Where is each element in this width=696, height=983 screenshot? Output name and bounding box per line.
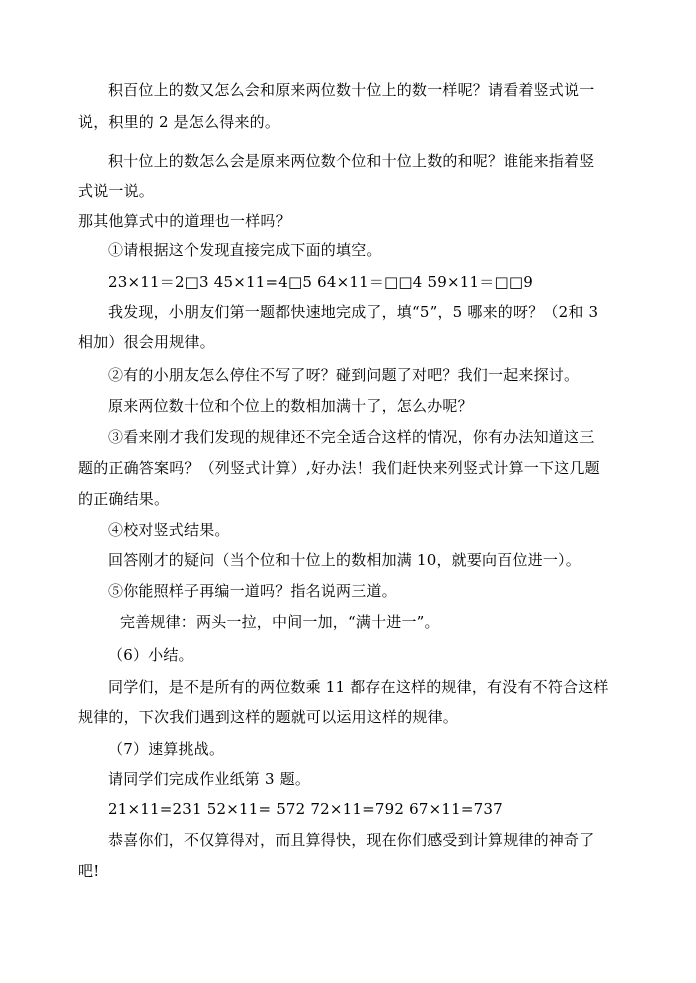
paragraph-line: 同学们，是不是所有的两位数乘 11 都存在这样的规律，有没有不符合这样	[108, 678, 609, 696]
paragraph-line: 请同学们完成作业纸第 3 题。	[108, 770, 311, 788]
paragraph-line: 相加）很会用规律。	[78, 333, 215, 351]
paragraph-line: 恭喜你们，不仅算得对，而且算得快，现在你们感受到计算规律的神奇了	[108, 831, 595, 849]
paragraph-line: 的正确结果。	[78, 490, 170, 508]
paragraph-line: 积百位上的数又怎么会和原来两位数十位上的数一样呢？请看着竖式说一	[108, 81, 595, 99]
paragraph-line: 完善规律：两头一拉，中间一加，“满十进一”。	[120, 613, 440, 631]
paragraph-line: 式说一说。	[78, 182, 155, 200]
equation-line: 23×11＝2□3 45×11=4□5 64×11＝□□4 59×11＝□□9	[108, 273, 533, 291]
paragraph-line: ③看来刚才我们发现的规律还不完全适合这样的情况，你有办法知道这三	[108, 428, 595, 446]
section-heading: （7）速算挑战。	[108, 740, 225, 758]
paragraph-line: 规律的，下次我们遇到这样的题就可以运用这样的规律。	[78, 708, 459, 726]
paragraph-line: 回答刚才的疑问（当个位和十位上的数相加满 10，就要向百位进一）。	[108, 551, 581, 569]
paragraph-line: ②有的小朋友怎么停住不写了呀？碰到问题了对吧？我们一起来探讨。	[108, 366, 580, 384]
paragraph-line: 那其他算式中的道理也一样吗？	[78, 212, 291, 230]
paragraph-line: 我发现，小朋友们第一题都快速地完成了，填“5”，5 哪来的呀？（2和 3	[108, 303, 599, 321]
paragraph-line: ④校对竖式结果。	[108, 521, 230, 539]
equation-line: 21×11=231 52×11= 572 72×11=792 67×11=737	[108, 800, 503, 818]
paragraph-line: ①请根据这个发现直接完成下面的填空。	[108, 241, 382, 259]
paragraph-line: ⑤你能照样子再编一道吗？指名说两三道。	[108, 582, 397, 600]
paragraph-line: 原来两位数十位和个位上的数相加满十了，怎么办呢？	[108, 397, 473, 415]
paragraph-line: 积十位上的数怎么会是原来两位数个位和十位上数的和呢？谁能来指着竖	[108, 152, 595, 170]
paragraph-line: 题的正确答案吗？（列竖式计算）,好办法！我们赶快来列竖式计算一下这几题	[78, 459, 600, 477]
paragraph-line: 说，积里的 2 是怎么得来的。	[78, 113, 281, 131]
section-heading: （6）小结。	[108, 646, 194, 664]
paragraph-line: 吧!	[78, 862, 100, 880]
